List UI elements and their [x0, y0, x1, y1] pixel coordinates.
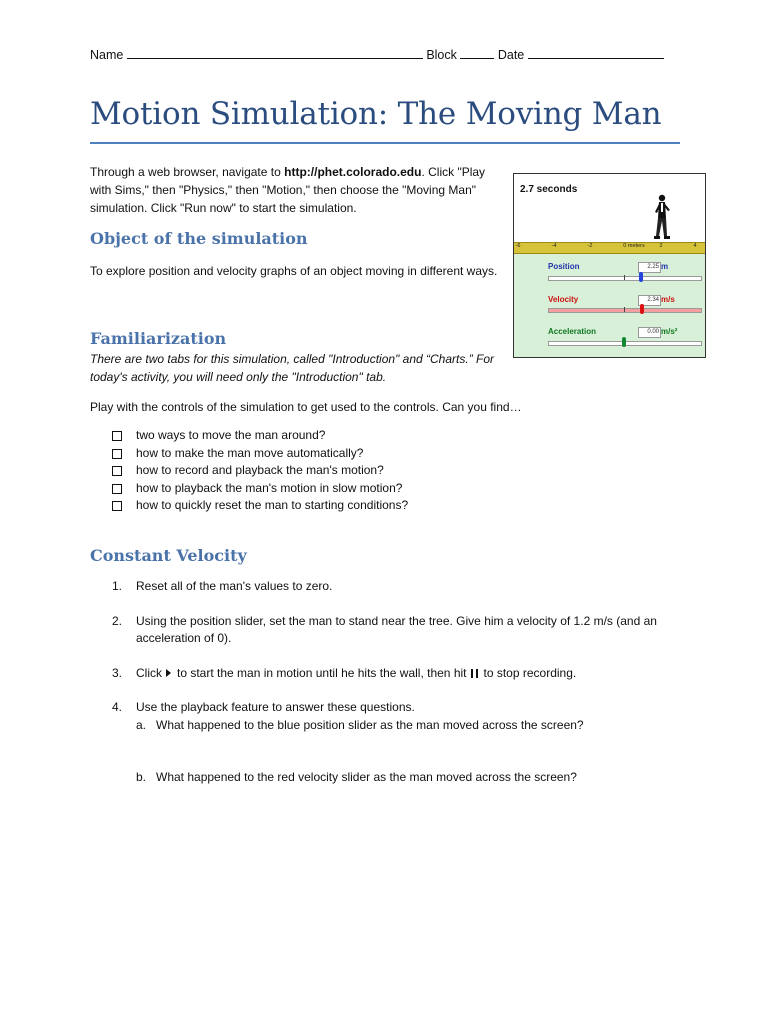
checklist-item — [112, 497, 408, 515]
checkbox-icon — [112, 449, 122, 459]
velocity-value: 2.34 — [638, 295, 661, 306]
sim-ruler — [514, 242, 705, 254]
title-underline — [90, 142, 680, 144]
step-text: Reset all of the man's values to zero. — [136, 579, 333, 593]
step-item — [112, 699, 692, 786]
checkbox-icon — [112, 431, 122, 441]
velocity-slider-thumb — [640, 304, 644, 314]
constant-velocity-heading: Constant Velocity — [90, 546, 247, 565]
constant-velocity-steps — [112, 578, 692, 786]
sub-question-text: What happened to the red velocity slider as the man moved across the screen? — [156, 770, 577, 784]
page-title: Motion Simulation: The Moving Man — [90, 96, 662, 132]
step-text: to start the man in motion until he hits the wall, then hit — [177, 666, 467, 680]
familiarization-description: There are two tabs for this simulation, called "Introduction" and “Charts.” For today's activity, you will need only the "Introduction" tab. — [90, 352, 495, 384]
block-label: Block — [426, 48, 457, 62]
acceleration-value: 0.00 — [638, 327, 661, 338]
checklist-text: how to playback the man's motion in slow motion? — [136, 480, 403, 495]
checklist-text: two ways to move the man around? — [136, 428, 326, 442]
step-text: to stop recording. — [483, 666, 577, 680]
ruler-tick-label: 2 — [659, 243, 663, 249]
sub-question-letter: b. — [136, 770, 147, 784]
object-heading: Object of the simulation — [90, 229, 308, 248]
date-label: Date — [497, 48, 525, 62]
play-icon — [166, 669, 171, 677]
controls-prompt: Play with the controls of the simulation to get used to the controls. Can you find… — [90, 400, 522, 414]
ruler-tick-label: -2 — [587, 243, 593, 249]
step-number: 2. — [112, 614, 123, 628]
checkbox-icon — [112, 466, 122, 476]
acceleration-unit: m/s² — [661, 327, 678, 336]
acceleration-label: Acceleration — [548, 327, 597, 336]
intro-text-before: Through a web browser, navigate to — [90, 165, 285, 179]
ruler-tick-label: -4 — [551, 243, 557, 249]
block-blank — [460, 46, 494, 59]
position-value: 2.25 — [638, 262, 661, 273]
intro-paragraph — [90, 163, 490, 217]
step-text: Using the position slider, set the man to stand near the tree. Give him a velocity of 1.2 m/s (and an acceleration of 0). — [136, 614, 657, 645]
step-number: 4. — [112, 700, 123, 714]
step-item — [112, 665, 692, 682]
intro-text-after: . Click "Play with Sims," then "Physics," then "Motion," then choose the "Moving Man" simulation. Click "Run now" to start the simulation. — [90, 165, 486, 215]
checklist-item — [112, 462, 408, 480]
checklist-text: how to quickly reset the man to starting conditions? — [136, 498, 409, 512]
velocity-zero-mark — [624, 307, 625, 312]
step-text: Click — [136, 666, 162, 680]
checklist-text: how to make the man move automatically? — [136, 445, 364, 460]
velocity-unit: m/s — [661, 295, 675, 304]
position-slider-thumb — [639, 272, 643, 282]
name-blank — [127, 46, 423, 59]
step-text: Use the playback feature to answer these questions. — [136, 700, 415, 714]
velocity-label: Velocity — [548, 295, 579, 304]
sub-question — [136, 717, 692, 734]
checklist-item — [112, 480, 408, 498]
controls-checklist — [112, 427, 408, 515]
sub-question — [136, 769, 692, 786]
ruler-tick-label: -6 — [515, 243, 521, 249]
moving-man-figure — [652, 194, 672, 242]
position-slider-track — [548, 276, 702, 281]
acceleration-slider-thumb — [622, 337, 626, 347]
checkbox-icon — [112, 501, 122, 511]
step-item — [112, 578, 692, 595]
sub-question-text: What happened to the blue position slider as the man moved across the screen? — [156, 718, 584, 732]
position-unit: m — [661, 262, 669, 271]
name-label: Name — [90, 48, 124, 62]
ruler-tick-label: 0 meters — [623, 243, 645, 249]
object-description: To explore position and velocity graphs of an object moving in different ways. — [90, 264, 498, 278]
student-info-header — [90, 46, 664, 62]
step-number: 1. — [112, 579, 123, 593]
sim-time-readout: 2.7 seconds — [520, 184, 578, 195]
pause-icon — [471, 669, 478, 678]
phet-url-link: http://phet.colorado.edu — [284, 165, 422, 179]
position-zero-mark — [624, 275, 625, 280]
position-label: Position — [548, 262, 580, 271]
checklist-text: how to record and playback the man's motion? — [136, 463, 384, 477]
date-blank — [528, 46, 664, 59]
familiarization-heading: Familiarization — [90, 329, 227, 348]
checklist-item — [112, 445, 408, 463]
ruler-tick-label: 4 — [693, 243, 697, 249]
moving-man-screenshot — [513, 173, 706, 358]
step-number: 3. — [112, 666, 123, 680]
checklist-item — [112, 427, 408, 445]
sub-question-letter: a. — [136, 718, 147, 732]
checkbox-icon — [112, 484, 122, 494]
velocity-slider-track — [548, 308, 702, 313]
step-item — [112, 613, 692, 647]
